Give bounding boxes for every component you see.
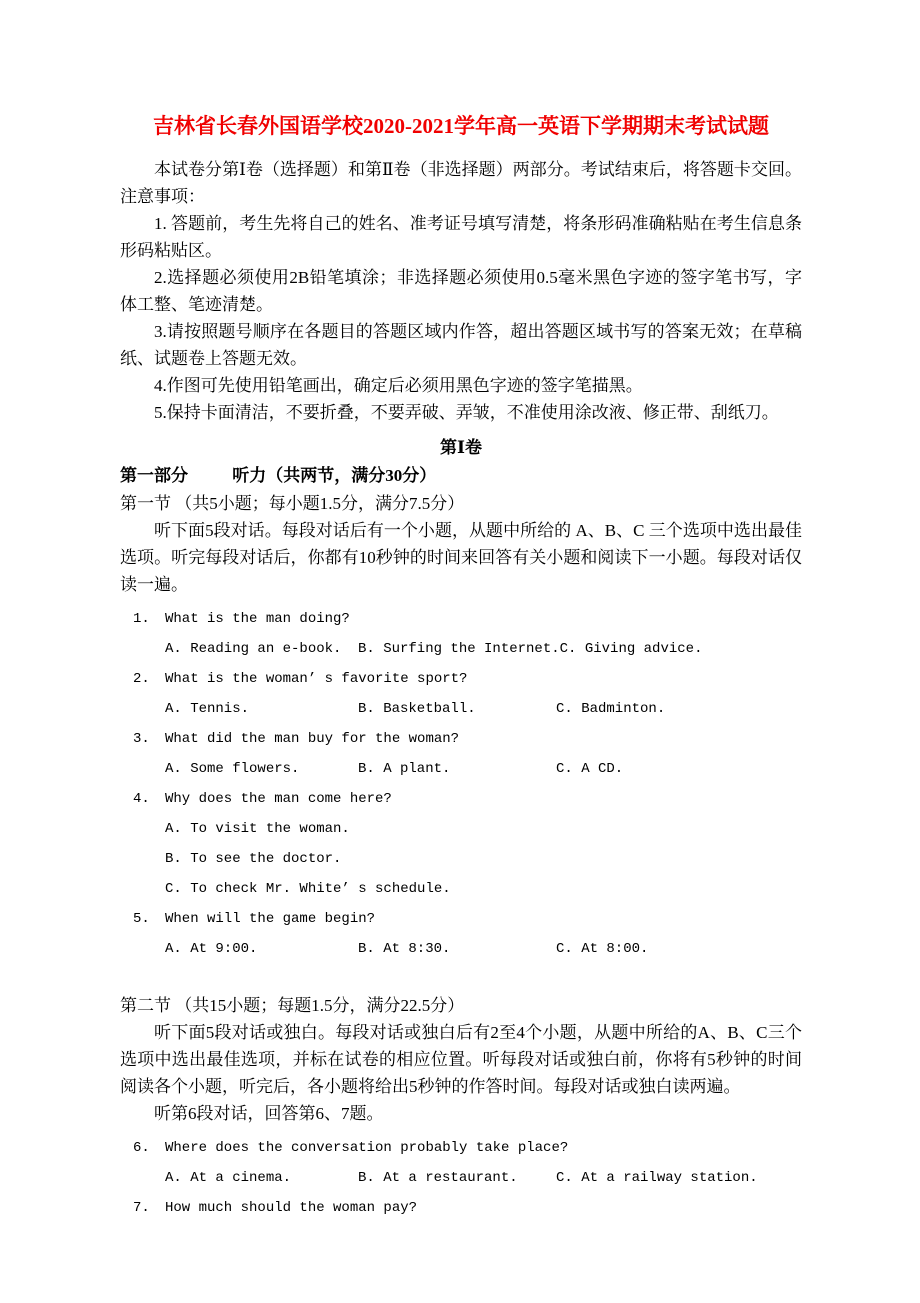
- option-a: A. Reading an e-book.: [165, 641, 342, 658]
- question-number: 4.: [133, 791, 150, 808]
- note-item-3: 3.请按照题号顺序在各题目的答题区域内作答，超出答题区域书写的答案无效；在草稿纸、试题卷上答题无效。: [120, 322, 802, 369]
- option-b: B. Basketball.: [358, 701, 476, 718]
- option-c: C. At a railway station.: [556, 1170, 758, 1187]
- option-b: B. A plant.: [358, 761, 451, 778]
- section1-heading: 第一节 （共5小题；每小题1.5分，满分7.5分）: [120, 494, 465, 514]
- option-a: A. Tennis.: [165, 701, 250, 718]
- option-a: A. At a cinema.: [165, 1170, 292, 1187]
- question-2: [120, 664, 802, 724]
- question-text: Where does the conversation probably take place?: [165, 1140, 569, 1157]
- question-5: [120, 904, 802, 964]
- option-c: C. A CD.: [556, 761, 624, 778]
- option-b: B. At a restaurant.: [358, 1170, 518, 1187]
- question-text: How much should the woman pay?: [165, 1200, 418, 1217]
- option-a: A. To visit the woman.: [165, 821, 350, 838]
- option-a: A. At 9:00.: [165, 941, 258, 958]
- part1-title: 听力（共两节，满分30分）: [232, 466, 437, 486]
- note-item-4: 4.作图可先使用铅笔画出，确定后必须用黑色字迹的签字笔描黑。: [154, 376, 643, 396]
- option-c: C. Giving advice.: [559, 641, 703, 658]
- section2-instructions: 听下面5段对话或独白。每段对话或独白后有2至4个小题，从题中所给的A、B、C三个选项中选出最佳选项，并标在试卷的相应位置。听每段对话或独白前，你将有5秒钟的时间阅读各个小题，听完后，各小题将给出5秒钟的作答时间。每段对话或独白读两遍。: [120, 1023, 802, 1097]
- intro-paragraph: 本试卷分第Ⅰ卷（选择题）和第Ⅱ卷（非选择题）两部分。考试结束后，将答题卡交回。注意事项：: [120, 160, 802, 207]
- exam-title: 吉林省长春外国语学校2020-2021学年高一英语下学期期末考试试题: [153, 114, 769, 138]
- note-item-1: 1. 答题前，考生先将自己的姓名、准考证号填写清楚，将条形码准确粘贴在考生信息条形码粘贴区。: [120, 214, 802, 261]
- part1-label: 第一部分: [120, 466, 188, 486]
- question-4: [120, 784, 802, 904]
- question-number: 7.: [133, 1200, 150, 1217]
- question-1: [120, 604, 802, 664]
- question-text: When will the game begin?: [165, 911, 376, 928]
- option-b: B. Surfing the Internet.: [358, 641, 560, 658]
- option-c: C. To check Mr. White’ s schedule.: [165, 881, 451, 898]
- note-item-5: 5.保持卡面清洁，不要折叠，不要弄破、弄皱，不准使用涂改液、修正带、刮纸刀。: [154, 403, 779, 423]
- option-b: B. To see the doctor.: [165, 851, 342, 868]
- part1-heading: [120, 462, 802, 490]
- question-6: [120, 1133, 802, 1193]
- option-c: C. Badminton.: [556, 701, 666, 718]
- question-text: What did the man buy for the woman?: [165, 731, 460, 748]
- question-number: 6.: [133, 1140, 150, 1157]
- question-number: 3.: [133, 731, 150, 748]
- question-number: 5.: [133, 911, 150, 928]
- question-7: [120, 1193, 802, 1223]
- option-a: A. Some flowers.: [165, 761, 300, 778]
- question-text: What is the woman’ s favorite sport?: [165, 671, 468, 688]
- listen-note: 听第6段对话，回答第6、7题。: [154, 1104, 384, 1124]
- section2-heading: 第二节 （共15小题；每题1.5分，满分22.5分）: [120, 996, 465, 1016]
- volume-heading: 第Ⅰ卷: [440, 438, 482, 458]
- option-c: C. At 8:00.: [556, 941, 649, 958]
- section1-instructions: 听下面5段对话。每段对话后有一个小题，从题中所给的 A、B、C 三个选项中选出最佳选项。听完每段对话后，你都有10秒钟的时间来回答有关小题和阅读下一小题。每段对话仅读一遍。: [120, 521, 802, 595]
- question-number: 1.: [133, 611, 150, 628]
- question-text: What is the man doing?: [165, 611, 350, 628]
- question-number: 2.: [133, 671, 150, 688]
- note-item-2: 2.选择题必须使用2B铅笔填涂；非选择题必须使用0.5毫米黑色字迹的签字笔书写，字体工整、笔迹清楚。: [120, 268, 802, 315]
- question-text: Why does the man come here?: [165, 791, 392, 808]
- option-b: B. At 8:30.: [358, 941, 451, 958]
- question-3: [120, 724, 802, 784]
